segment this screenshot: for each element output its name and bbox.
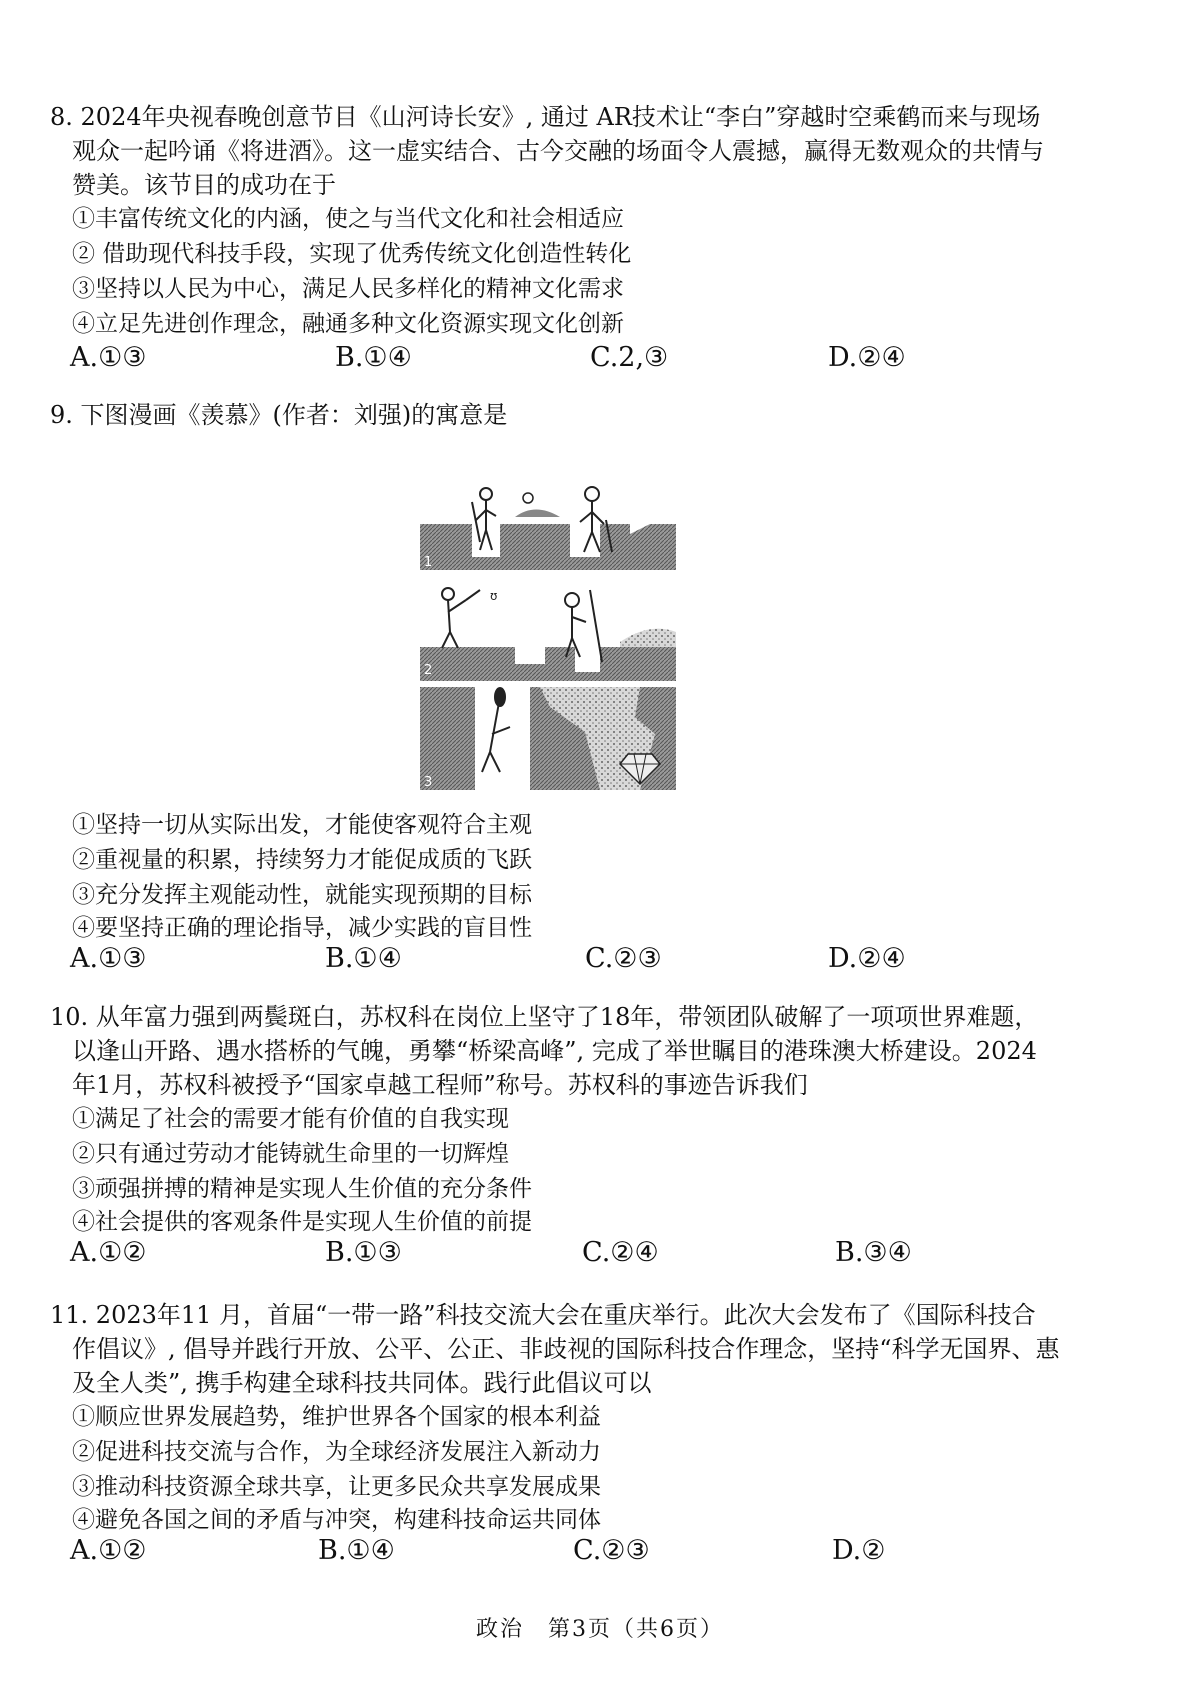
statement-1: ①坚持一切从实际出发，才能使客观符合主观 (72, 812, 532, 838)
answer-choices (50, 342, 1130, 382)
question-stem-line: 9. 下图漫画《羡慕》(作者：刘强)的寓意是 (50, 401, 508, 429)
statement-4: ④避免各国之间的矛盾与冲突，构建科技命运共同体 (72, 1507, 601, 1533)
choice-c[interactable]: C.2,③ (590, 342, 669, 373)
statement-2: ②促进科技交流与合作，为全球经济发展注入新动力 (72, 1439, 601, 1465)
statement-1: ①顺应世界发展趋势，维护世界各个国家的根本利益 (72, 1404, 601, 1430)
comic-panel-2 (420, 576, 676, 681)
question-stem-line: 及全人类”, 携手构建全球科技共同体。践行此倡议可以 (72, 1369, 652, 1397)
statement-3: ③充分发挥主观能动性，就能实现预期的目标 (72, 882, 532, 908)
question-stem-line: 赞美。该节目的成功在于 (72, 171, 336, 199)
choice-c[interactable]: C.②④ (582, 1237, 659, 1268)
statement-3: ③推动科技资源全球共享，让更多民众共享发展成果 (72, 1474, 601, 1500)
question-10 (50, 1000, 1130, 1277)
statement-1: ①丰富传统文化的内涵，使之与当代文化和社会相适应 (72, 206, 624, 232)
statement-3: ③坚持以人民为中心，满足人民多样化的精神文化需求 (72, 276, 624, 302)
statement-4: ④立足先进创作理念，融通多种文化资源实现文化创新 (72, 311, 624, 337)
choice-a[interactable]: A.①② (70, 1535, 147, 1566)
choice-c[interactable]: C.②③ (585, 943, 662, 974)
panel-number: 1 (424, 555, 433, 570)
choice-d[interactable]: D.②④ (828, 943, 906, 974)
cartoon-envy-image (420, 472, 676, 790)
choice-b[interactable]: B.①④ (325, 943, 402, 974)
comic-panel-3 (420, 687, 676, 790)
question-stem-line: 10. 从年富力强到两鬓斑白，苏权科在岗位上坚守了18年，带领团队破解了一项项世界难题， (50, 1003, 1039, 1031)
choice-a[interactable]: A.①③ (70, 342, 147, 373)
panel-number: 2 (424, 663, 433, 678)
panel-number: 3 (424, 775, 433, 790)
choice-a[interactable]: A.①② (70, 1237, 147, 1268)
question-stem-line: 以逢山开路、遇水搭桥的气魄，勇攀“桥梁高峰”, 完成了举世瞩目的港珠澳大桥建设。2024 (72, 1037, 1037, 1065)
page-footer: 政治 第3页（共6页） (476, 1617, 724, 1642)
statement-4: ④社会提供的客观条件是实现人生价值的前提 (72, 1209, 532, 1235)
statement-2: ②重视量的积累，持续努力才能促成质的飞跃 (72, 847, 532, 873)
choice-c[interactable]: C.②③ (573, 1535, 650, 1566)
question-11 (50, 1298, 1130, 1575)
statement-3: ③顽强拼搏的精神是实现人生价值的充分条件 (72, 1176, 532, 1202)
choice-d[interactable]: B.③④ (835, 1237, 912, 1268)
statement-2: ② 借助现代科技手段，实现了优秀传统文化创造性转化 (72, 241, 632, 267)
statement-2: ②只有通过劳动才能铸就生命里的一切辉煌 (72, 1141, 509, 1167)
comic-panel-1 (420, 472, 676, 570)
answer-choices (50, 1237, 1130, 1277)
question-9 (50, 398, 1130, 432)
choice-b[interactable]: B.①④ (318, 1535, 395, 1566)
choice-d[interactable]: D.②④ (828, 342, 906, 373)
choice-b[interactable]: B.①④ (335, 342, 412, 373)
cartoon-illustration (420, 472, 676, 790)
answer-choices (50, 1535, 1130, 1575)
comic-sound-mark: ʊ (490, 589, 498, 603)
answer-choices (50, 943, 1130, 983)
question-stem-line: 11. 2023年11 月，首届“一带一路”科技交流大会在重庆举行。此次大会发布了《国际科技合 (50, 1301, 1036, 1329)
question-stem-line: 8. 2024年央视春晚创意节目《山河诗长安》, 通过 AR技术让“李白”穿越时空乘鹤而来与现场 (50, 103, 1041, 131)
question-9-options (50, 808, 1130, 983)
choice-d[interactable]: D.② (832, 1535, 886, 1566)
question-8 (50, 100, 1130, 382)
question-stem-line: 观众一起吟诵《将进酒》。这一虚实结合、古今交融的场面令人震撼，赢得无数观众的共情与 (72, 137, 1044, 165)
choice-a[interactable]: A.①③ (70, 943, 147, 974)
statement-4: ④要坚持正确的理论指导，减少实践的盲目性 (72, 915, 532, 941)
question-stem-line: 作倡议》, 倡导并践行开放、公平、公正、非歧视的国际科技合作理念，坚持“科学无国界、惠 (72, 1335, 1060, 1363)
choice-b[interactable]: B.①③ (325, 1237, 402, 1268)
statement-1: ①满足了社会的需要才能有价值的自我实现 (72, 1106, 509, 1132)
question-stem-line: 年1月，苏权科被授予“国家卓越工程师”称号。苏权科的事迹告诉我们 (72, 1071, 808, 1099)
